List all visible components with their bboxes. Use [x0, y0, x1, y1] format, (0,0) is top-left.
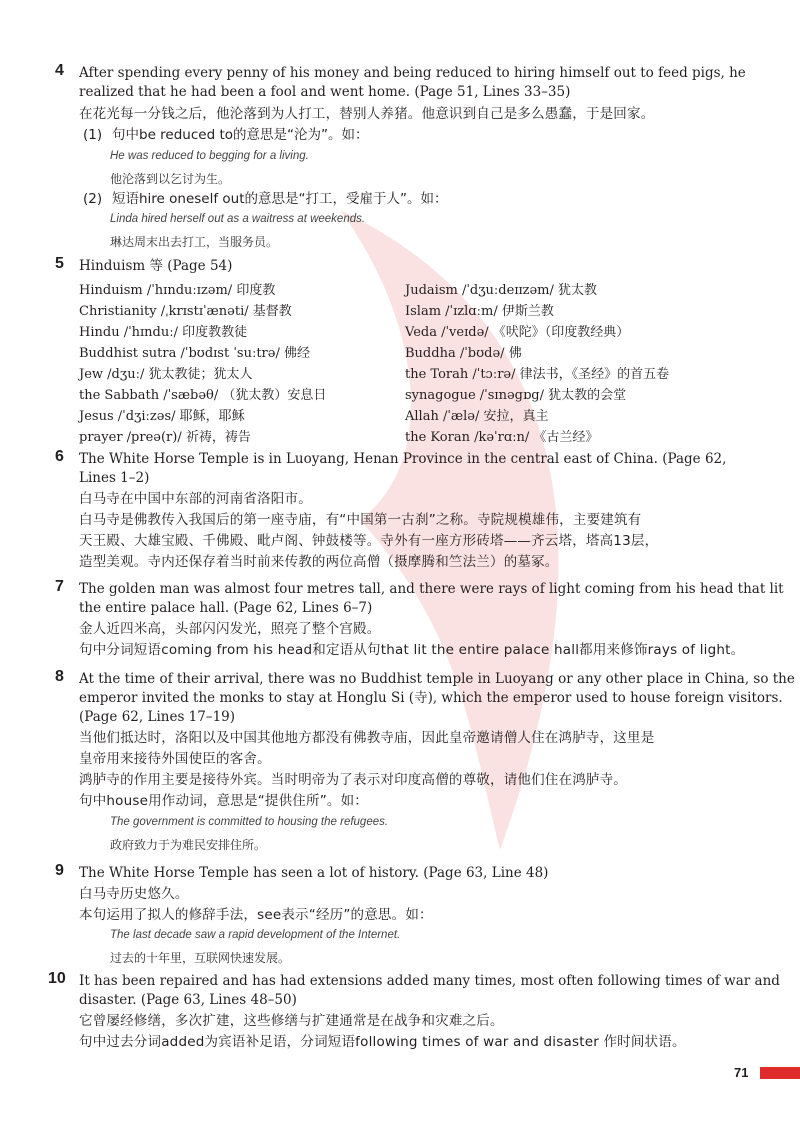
- note-number: 4: [55, 62, 64, 79]
- example-zh: 琳达周末出去打工，当服务员。: [110, 235, 279, 249]
- note-en-line: Hinduism 等 (Page 54): [79, 258, 233, 274]
- note-zh-line: 天王殿、大雄宝殿、千佛殿、毗卢阁、钟鼓楼等。寺外有一座方形砖塔——齐云塔，塔高13层，: [79, 533, 659, 549]
- note-zh-line: 句中house用作动词，意思是“提供住所”。如：: [79, 793, 368, 809]
- note-zh-line: 句中过去分词added为宾语补足语，分词短语following times of war and disaster 作时间状语。: [79, 1034, 686, 1050]
- note-zh-line: 白马寺在中国中东部的河南省洛阳市。: [79, 491, 312, 507]
- sub-label: (2): [83, 191, 103, 207]
- term-right: Islam /ˈɪzlɑːm/ 伊斯兰教: [405, 304, 554, 319]
- term-right: Judaism /ˈdʒuːdeɪɪzəm/ 犹太教: [405, 283, 598, 298]
- term-right: Allah /ˈælə/ 安拉，真主: [405, 409, 549, 424]
- term-right: Veda /ˈveɪdə/ 《吠陀》（印度教经典）: [405, 325, 630, 340]
- note-en-line: Lines 1–2): [79, 470, 150, 486]
- term-left: Hindu /ˈhɪnduː/ 印度教教徒: [79, 325, 248, 340]
- note-en-line: The golden man was almost four metres tall, and there were rays of light coming from his head that lit: [79, 581, 784, 597]
- sub-text: 短语hire oneself out的意思是“打工，受雇于人”。如：: [112, 191, 448, 207]
- note-zh-line: 句中分词短语coming from his head和定语从句that lit the entire palace hall都用来修饰rays of light。: [79, 642, 745, 658]
- note-en-line: emperor invited the monks to stay at Honglu Si (寺), which the emperor used to house foreign visitors.: [79, 690, 783, 706]
- note-en-line: disaster. (Page 63, Lines 48–50): [79, 992, 297, 1008]
- note-zh-line: 它曾屡经修缮，多次扩建，这些修缮与扩建通常是在战争和灾难之后。: [79, 1013, 504, 1029]
- note-zh-line: 鸿胪寺的作用主要是接待外宾。当时明帝为了表示对印度高僧的尊敬，请他们住在鸿胪寺。: [79, 772, 627, 788]
- note-en-line: It has been repaired and has had extensions added many times, most often following times of war and: [79, 973, 780, 989]
- note-number: 9: [55, 862, 64, 879]
- term-right: the Torah /ˈtɔːrə/ 律法书，《圣经》的首五卷: [405, 367, 670, 382]
- example-en: He was reduced to begging for a living.: [110, 150, 309, 162]
- example-en: The last decade saw a rapid development of the Internet.: [110, 929, 401, 941]
- sub-label: (1): [83, 127, 103, 143]
- term-left: Jesus /ˈdʒiːzəs/ 耶稣，耶稣: [79, 409, 245, 424]
- note-en-line: The White Horse Temple has seen a lot of history. (Page 63, Line 48): [79, 865, 549, 881]
- note-zh-line: 白马寺是佛教传入我国后的第一座寺庙，有“中国第一古刹”之称。寺院规模雄伟，主要建筑有: [79, 512, 642, 528]
- example-en: The government is committed to housing the refugees.: [110, 816, 389, 828]
- note-number: 6: [55, 448, 64, 465]
- note-en-line: the entire palace hall. (Page 62, Lines 6–7): [79, 600, 373, 616]
- note-en-line: (Page 62, Lines 17–19): [79, 709, 236, 725]
- note-en-line: realized that he had been a fool and went home. (Page 51, Lines 33–35): [79, 84, 571, 100]
- page-number: 71: [734, 1065, 749, 1080]
- term-left: prayer /preə(r)/ 祈祷，祷告: [79, 430, 251, 445]
- note-number: 7: [55, 578, 64, 595]
- note-en-line: The White Horse Temple is in Luoyang, Henan Province in the central east of China. (Page 62,: [79, 451, 727, 467]
- term-left: Christianity /ˌkrɪstɪˈænəti/ 基督教: [79, 304, 292, 319]
- note-zh-line: 当他们抵达时，洛阳以及中国其他地方都没有佛教寺庙，因此皇帝邀请僧人住在鸿胪寺，这里是: [79, 730, 655, 746]
- sub-text: 句中be reduced to的意思是“沦为”。如：: [112, 127, 369, 143]
- example-en: Linda hired herself out as a waitress at weekends.: [110, 213, 366, 225]
- note-en-line: After spending every penny of his money and being reduced to hiring himself out to feed pigs, he: [79, 65, 746, 81]
- note-zh-line: 造型美观。寺内还保存着当时前来传教的两位高僧（摄摩腾和竺法兰）的墓冢。: [79, 554, 559, 570]
- term-right: synagogue /ˈsɪnəgɒg/ 犹太教的会堂: [405, 388, 627, 403]
- note-number: 8: [55, 668, 64, 685]
- term-left: Buddhist sutra /ˈbʊdɪst ˈsuːtrə/ 佛经: [79, 346, 310, 361]
- note-zh-line: 皇帝用来接待外国使臣的客舍。: [79, 751, 271, 767]
- term-left: Jew /dʒuː/ 犹太教徒；犹太人: [79, 367, 253, 382]
- term-left: the Sabbath /ˈsæbəθ/ （犹太教）安息日: [79, 388, 327, 403]
- note-zh-line: 在花光每一分钱之后，他沦落到为人打工，替别人养猪。他意识到自己是多么愚蠢，于是回家。: [79, 106, 655, 122]
- note-zh-line: 本句运用了拟人的修辞手法，see表示“经历”的意思。如：: [79, 907, 433, 923]
- term-left: Hinduism /ˈhɪnduːɪzəm/ 印度教: [79, 283, 276, 298]
- term-right: the Koran /kəˈrɑːn/ 《古兰经》: [405, 430, 599, 445]
- note-number: 10: [48, 970, 66, 987]
- page-accent-bar: [760, 1067, 800, 1079]
- note-zh-line: 金人近四米高，头部闪闪发光，照亮了整个宫殿。: [79, 621, 381, 637]
- example-zh: 政府致力于为难民安排住所。: [110, 838, 267, 852]
- term-right: Buddha /ˈbʊdə/ 佛: [405, 346, 522, 361]
- note-zh-line: 白马寺历史悠久。: [79, 886, 189, 902]
- note-number: 5: [55, 255, 64, 272]
- note-en-line: At the time of their arrival, there was no Buddhist temple in Luoyang or any other place in China, so the: [79, 671, 795, 687]
- example-zh: 他沦落到以乞讨为生。: [110, 172, 231, 186]
- example-zh: 过去的十年里，互联网快速发展。: [110, 951, 291, 965]
